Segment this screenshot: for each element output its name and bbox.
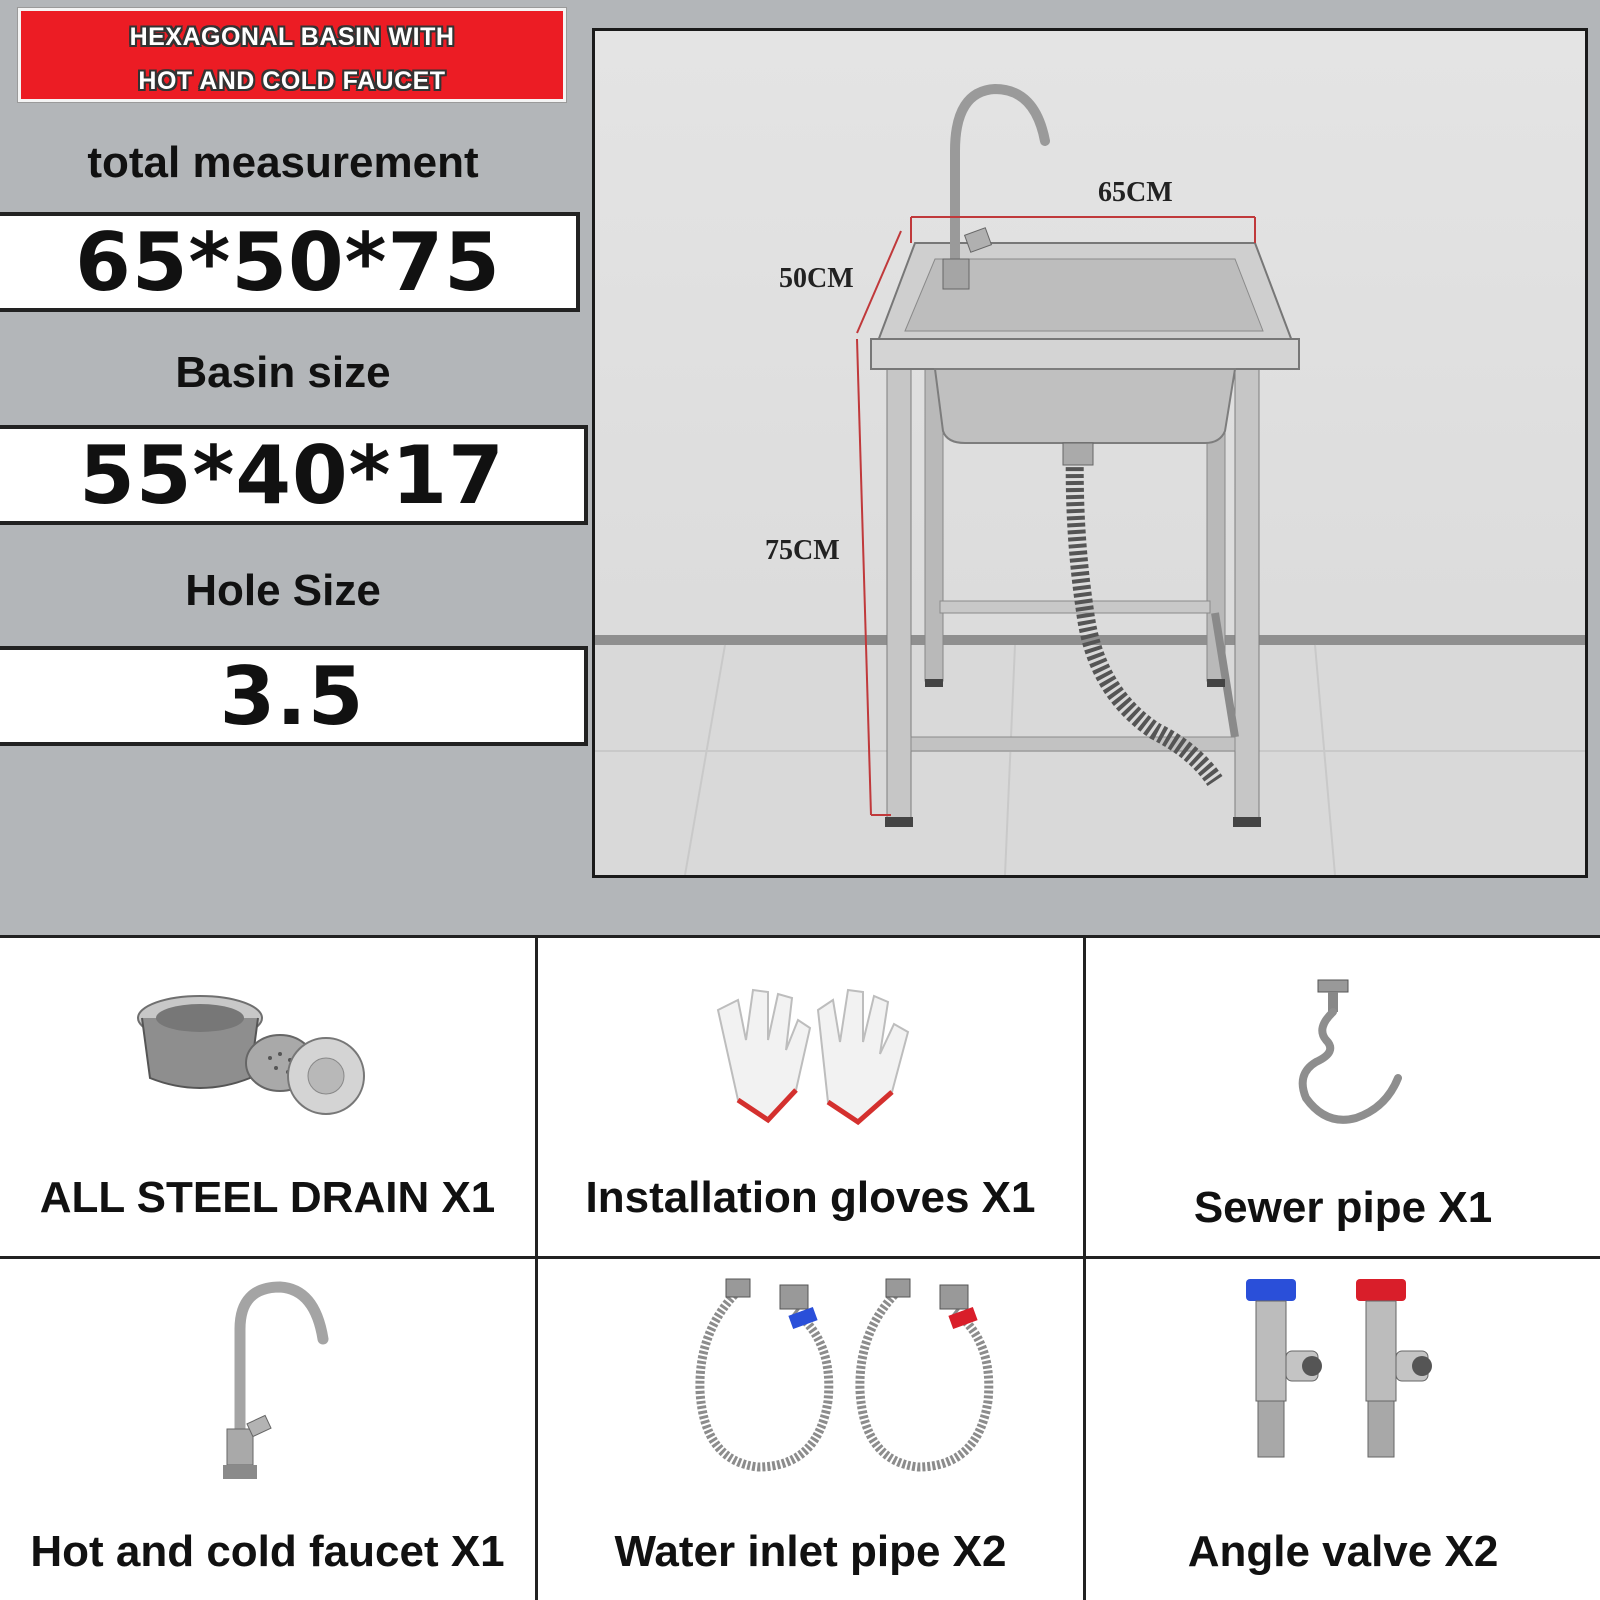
accessory-caption: Angle valve X2 [1187,1527,1499,1576]
sink-stand-illustration [595,31,1585,875]
accessory-faucet [0,1259,535,1600]
spec-value-basin: 55*40*17 [79,428,505,522]
gloves-icon [698,980,938,1140]
spec-label-total: total measurement [87,138,479,187]
angle-valve-icon [1226,1277,1466,1487]
title-line-1: HEXAGONAL BASIN WITH [129,23,455,51]
accessory-caption: Water inlet pipe X2 [614,1527,1007,1576]
title-line-2: HOT AND COLD FAUCET [138,67,446,95]
spec-value-basin-box [0,425,588,525]
spec-value-total: 65*50*75 [75,215,501,309]
spec-label-basin: Basin size [175,348,391,397]
accessory-caption: Installation gloves X1 [585,1173,1036,1222]
steel-drain-icon [130,968,370,1128]
accessory-angle-valve [1086,1259,1600,1600]
accessory-inlet-pipe [538,1259,1083,1600]
product-photo [592,28,1588,878]
accessory-sewer-pipe [1086,938,1600,1256]
accessory-caption: ALL STEEL DRAIN X1 [39,1173,496,1222]
dim-depth-label: 50CM [779,263,854,294]
sewer-pipe-icon [1276,978,1416,1138]
accessory-drain [0,938,535,1256]
dim-width-label: 65CM [1098,177,1173,208]
spec-label-hole: Hole Size [185,566,381,615]
accessory-caption: Sewer pipe X1 [1193,1183,1493,1232]
dim-height-label: 75CM [765,535,840,566]
faucet-icon [195,1279,345,1489]
spec-value-hole-box [0,646,588,746]
accessory-caption: Hot and cold faucet X1 [30,1527,505,1576]
spec-value-total-box [0,212,580,312]
accessory-gloves [538,938,1083,1256]
title-badge [18,8,566,102]
spec-value-hole: 3.5 [219,649,365,743]
inlet-hose-icon [688,1271,1028,1501]
